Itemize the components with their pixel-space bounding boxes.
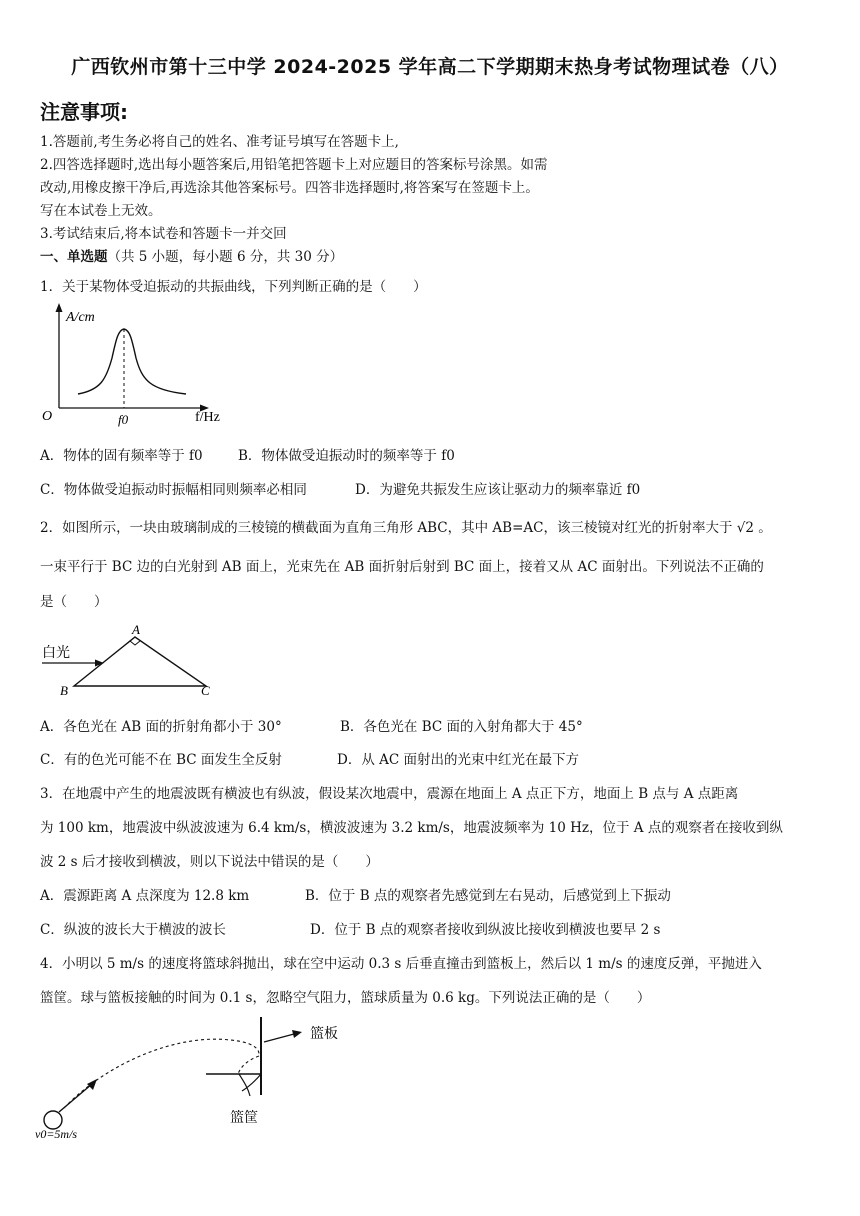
notice-line-5: 3.考试结束后,将本试卷和答题卡一并交回 [40, 226, 287, 242]
q4-stem-line-1: 4．小明以 5 m/s 的速度将篮球斜抛出，球在空中运动 0.3 s 后垂直撞击到篮板上，然后以 1 m/s 的速度反弹，平抛进入 [40, 956, 762, 972]
section-heading [40, 248, 343, 266]
q3-stem-line-2: 为 100 km，地震波中纵波波速为 6.4 km/s，横波波速为 3.2 km/s，地震波频率为 10 Hz，位于 A 点的观察者在接收到纵 [40, 820, 783, 836]
q4-hoop-net [239, 1074, 250, 1096]
q3-option-c: C．纵波的波长大于横波的波长 [40, 922, 226, 938]
q4-board-label: 篮板 [310, 1027, 338, 1042]
q3-option-b: B．位于 B 点的观察者先感觉到左右晃动，后感觉到上下振动 [305, 888, 671, 904]
q2-stem-line-2: 一束平行于 BC 边的白光射到 AB 面上，光束先在 AB 面折射后射到 BC 面上，接着又从 AC 面射出。下列说法不正确的 [40, 559, 764, 575]
page-title: 广西钦州市第十三中学 2024-2025 学年高二下学期期末热身考试物理试卷（八） [71, 56, 789, 78]
notice-line-2: 2.四答选择题时,选出每小题答案后,用铅笔把答题卡上对应题目的答案标号涂黑。如需 [40, 157, 548, 173]
q2-option-b: B．各色光在 BC 面的入射角都大于 45° [340, 719, 583, 735]
q3-option-d: D．位于 B 点的观察者接收到纵波比接收到横波也要早 2 s [310, 922, 661, 938]
q4-board-pointer [264, 1034, 294, 1042]
q3-stem-line-1: 3．在地震中产生的地震波既有横波也有纵波，假设某次地震中，震源在地面上 A 点正下方，地面上 B 点与 A 点距离 [40, 786, 739, 802]
q4-rebound-path [238, 1056, 259, 1074]
q1-resonance-curve [78, 329, 186, 394]
q2-light-label: 白光 [42, 646, 70, 661]
q4-board-pointer-head [292, 1030, 302, 1038]
q3-option-a: A．震源距离 A 点深度为 12.8 km [40, 888, 250, 904]
q1-y-arrow [56, 303, 63, 312]
q3-stem-line-3: 波 2 s 后才接收到横波，则以下说法中错误的是（ ） [40, 854, 379, 870]
q1-y-label: A/cm [66, 310, 95, 325]
section-meta: （共 5 小题，每小题 6 分，共 30 分） [107, 249, 344, 265]
q1-origin-label: O [42, 409, 53, 424]
q2-stem-line-1: 2．如图所示，一块由玻璃制成的三棱镜的横截面为直角三角形 ABC，其中 AB=AC，该三棱镜对红光的折射率大于 √2 。 [40, 520, 772, 536]
section-label: 一、单选题 [40, 249, 108, 265]
q4-basketball-figure [30, 1012, 370, 1142]
q4-v0-arrow-head [87, 1079, 97, 1090]
q4-v0-label: v0=5m/s [35, 1127, 78, 1141]
q2-vertex-c: C [201, 683, 210, 698]
q4-v0-arrow-line [59, 1084, 92, 1112]
q1-stem: 1．关于某物体受迫振动的共振曲线，下列判断正确的是（ ） [40, 279, 427, 295]
q2-vertex-b: B [60, 683, 68, 698]
q2-vertex-a: A [132, 622, 140, 637]
q1-option-b: B．物体做受迫振动时的频率等于 f0 [238, 448, 455, 464]
notice-line-1: 1.答题前,考生务必将自己的姓名、准考证号填写在答题卡上, [40, 134, 399, 150]
q2-option-c: C．有的色光可能不在 BC 面发生全反射 [40, 752, 282, 768]
notice-heading: 注意事项: [40, 100, 128, 124]
q1-peak-label: f0 [118, 412, 129, 427]
q4-hoop-label: 篮筐 [230, 1111, 258, 1126]
q1-resonance-figure [38, 300, 238, 432]
q2-prism-figure [38, 620, 228, 702]
q1-option-a: A．物体的固有频率等于 f0 [40, 448, 203, 464]
q2-option-d: D．从 AC 面射出的光束中红光在最下方 [337, 752, 579, 768]
q4-hoop-side [242, 1074, 261, 1091]
notice-line-4: 写在本试卷上无效。 [40, 203, 162, 219]
q1-option-c: C．物体做受迫振动时振幅相同则频率必相同 [40, 482, 307, 498]
q2-stem-line-3: 是（ ） [40, 594, 108, 610]
notice-line-3: 改动,用橡皮擦干净后,再选涂其他答案标号。四答非选择题时,将答案写在签题卡上。 [40, 180, 539, 196]
q1-option-d: D．为避免共振发生应该让驱动力的频率靠近 f0 [355, 482, 641, 498]
q1-x-label: f/Hz [195, 410, 220, 425]
q4-stem-line-2: 篮筐。球与篮板接触的时间为 0.1 s，忽略空气阻力，篮球质量为 0.6 kg。下列说法正确的是（ ） [40, 990, 651, 1006]
q2-right-angle-mark [130, 641, 140, 645]
q2-option-a: A．各色光在 AB 面的折射角都小于 30° [40, 719, 282, 735]
q2-prism-triangle [74, 637, 206, 686]
